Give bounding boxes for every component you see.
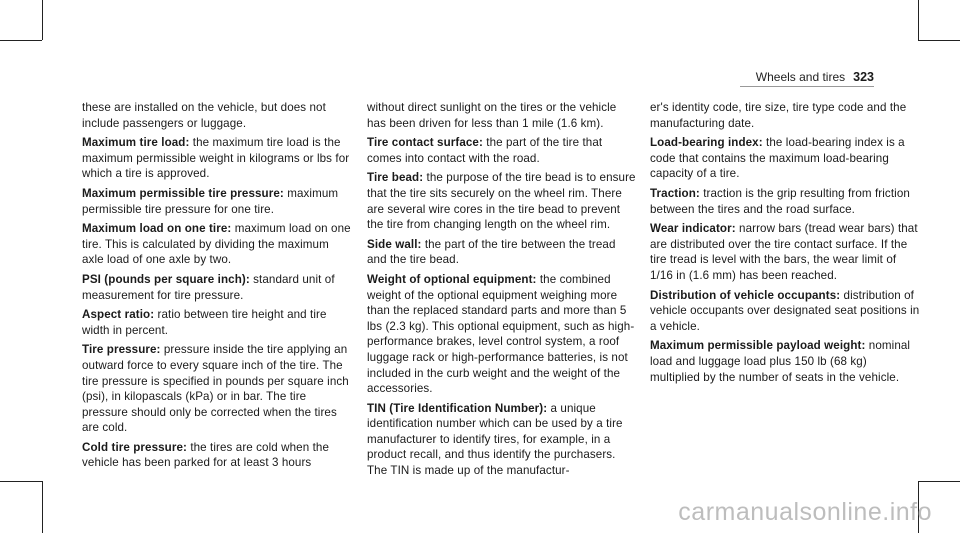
glossary-definition: maximum permissible tire pressure for one tire.	[82, 186, 339, 216]
crop-mark	[918, 0, 919, 40]
crop-mark	[0, 40, 42, 41]
crop-mark	[918, 40, 960, 41]
glossary-term: Tire pressure:	[82, 343, 161, 357]
glossary-definition: the part of the tire that comes into contact with the road.	[367, 136, 603, 165]
glossary-entry	[650, 135, 920, 182]
text-column-1	[82, 100, 352, 475]
glossary-entry	[82, 186, 352, 217]
crop-mark	[0, 481, 42, 482]
glossary-definition: the combined weight of the optional equipment weighing more than the replaced standard parts and more than 5 lbs (2.3 kg). This optional equipment, such as high-performance brakes, level control system, a roof luggage rack or high-performance batteries, is not included in the curb weight and the weight of the accessories.	[367, 272, 635, 396]
glossary-entry	[367, 170, 637, 232]
glossary-definition: traction is the grip resulting from friction between the tires and the road surface.	[650, 186, 910, 216]
glossary-entry	[650, 186, 920, 217]
page-header	[756, 70, 874, 84]
watermark: carmanualsonline.info	[678, 498, 932, 526]
crop-mark	[918, 481, 960, 482]
glossary-term: Wear indicator:	[650, 222, 736, 236]
glossary-term: Tire contact surface:	[367, 136, 483, 150]
glossary-term: Maximum permissible payload weight:	[650, 339, 866, 353]
glossary-entry	[367, 135, 637, 166]
glossary-definition: ratio between tire height and tire width in percent.	[82, 308, 327, 337]
glossary-term: Weight of optional equipment:	[367, 272, 537, 286]
glossary-entry	[650, 338, 920, 385]
glossary-entry	[650, 100, 920, 131]
glossary-definition: er's identity code, tire size, tire type code and the manufacturing date.	[650, 101, 907, 130]
glossary-definition: pressure inside the tire applying an outward force to every square inch of the tire. The tire pressure is specified in pounds per square inch (psi), in kilopascals (kPa) or in bar. The tire pressure should only be corrected when the tires are cold.	[82, 343, 349, 435]
glossary-term: Traction:	[650, 186, 700, 200]
glossary-entry	[650, 221, 920, 283]
section-title: Wheels and tires	[755, 70, 846, 84]
text-column-2	[367, 100, 637, 483]
header-divider	[740, 86, 874, 87]
crop-mark	[42, 0, 43, 40]
text-column-3	[650, 100, 920, 389]
glossary-definition: maximum load on one tire. This is calculated by dividing the maximum axle load of one axle by two.	[82, 222, 351, 267]
glossary-entry	[82, 272, 352, 303]
glossary-term: TIN (Tire Identification Number):	[367, 401, 548, 415]
glossary-definition: nominal load and luggage load plus 150 lb (68 kg) multiplied by the number of seats in the vehicle.	[650, 339, 911, 384]
glossary-definition: without direct sunlight on the tires or the vehicle has been driven for less than 1 mile (1.6 km).	[367, 101, 617, 130]
glossary-term: PSI (pounds per square inch):	[82, 272, 250, 286]
glossary-entry	[650, 288, 920, 335]
glossary-entry	[367, 100, 637, 131]
glossary-term: Tire bead:	[367, 171, 424, 185]
glossary-term: Maximum permissible tire pressure:	[82, 186, 284, 200]
glossary-definition: the tires are cold when the vehicle has been parked for at least 3 hours	[82, 440, 329, 470]
glossary-definition: the purpose of the tire bead is to ensure that the tire sits securely on the wheel rim. There are several wire cores in the tire bead to prevent the tire from changing length on the wheel rim.	[367, 171, 636, 232]
glossary-entry	[82, 221, 352, 268]
glossary-term: Distribution of vehicle occupants:	[650, 288, 841, 302]
glossary-definition: the maximum tire load is the maximum permissible weight in kilograms or lbs for which a tire is approved.	[82, 136, 350, 181]
glossary-definition: the part of the tire between the tread and the tire bead.	[367, 237, 616, 267]
glossary-entry	[82, 440, 352, 471]
glossary-definition: standard unit of measurement for tire pressure.	[82, 272, 335, 302]
glossary-definition: narrow bars (tread wear bars) that are distributed over the tire contact surface. If the tire tread is level with the bars, the wear limit of 1/16 in (1.6 mm) has been reached.	[650, 222, 918, 282]
crop-mark	[42, 481, 43, 533]
glossary-term: Maximum tire load:	[82, 136, 190, 150]
glossary-definition: these are installed on the vehicle, but does not include passengers or luggage.	[82, 101, 326, 130]
glossary-term: Load-bearing index:	[650, 136, 763, 150]
glossary-term: Aspect ratio:	[82, 308, 155, 322]
glossary-term: Maximum load on one tire:	[82, 222, 232, 236]
page-number: 323	[853, 70, 874, 84]
glossary-entry	[82, 100, 352, 131]
glossary-entry	[367, 272, 637, 397]
glossary-entry	[367, 401, 637, 479]
glossary-entry	[82, 135, 352, 182]
glossary-entry	[82, 307, 352, 338]
glossary-entry	[367, 237, 637, 268]
glossary-definition: the load-bearing index is a code that contains the maximum load-bearing capacity of a tire.	[650, 136, 905, 181]
glossary-term: Side wall:	[367, 237, 422, 251]
glossary-term: Cold tire pressure:	[82, 440, 187, 454]
glossary-entry	[82, 342, 352, 436]
glossary-definition: a unique identification number which can be used by a tire manufacturer to identify tires, for example, in a product recall, and thus identify the purchasers. The TIN is made up of the manufactur-	[367, 401, 623, 478]
glossary-definition: distribution of vehicle occupants over designated seat positions in a vehicle.	[650, 288, 920, 333]
